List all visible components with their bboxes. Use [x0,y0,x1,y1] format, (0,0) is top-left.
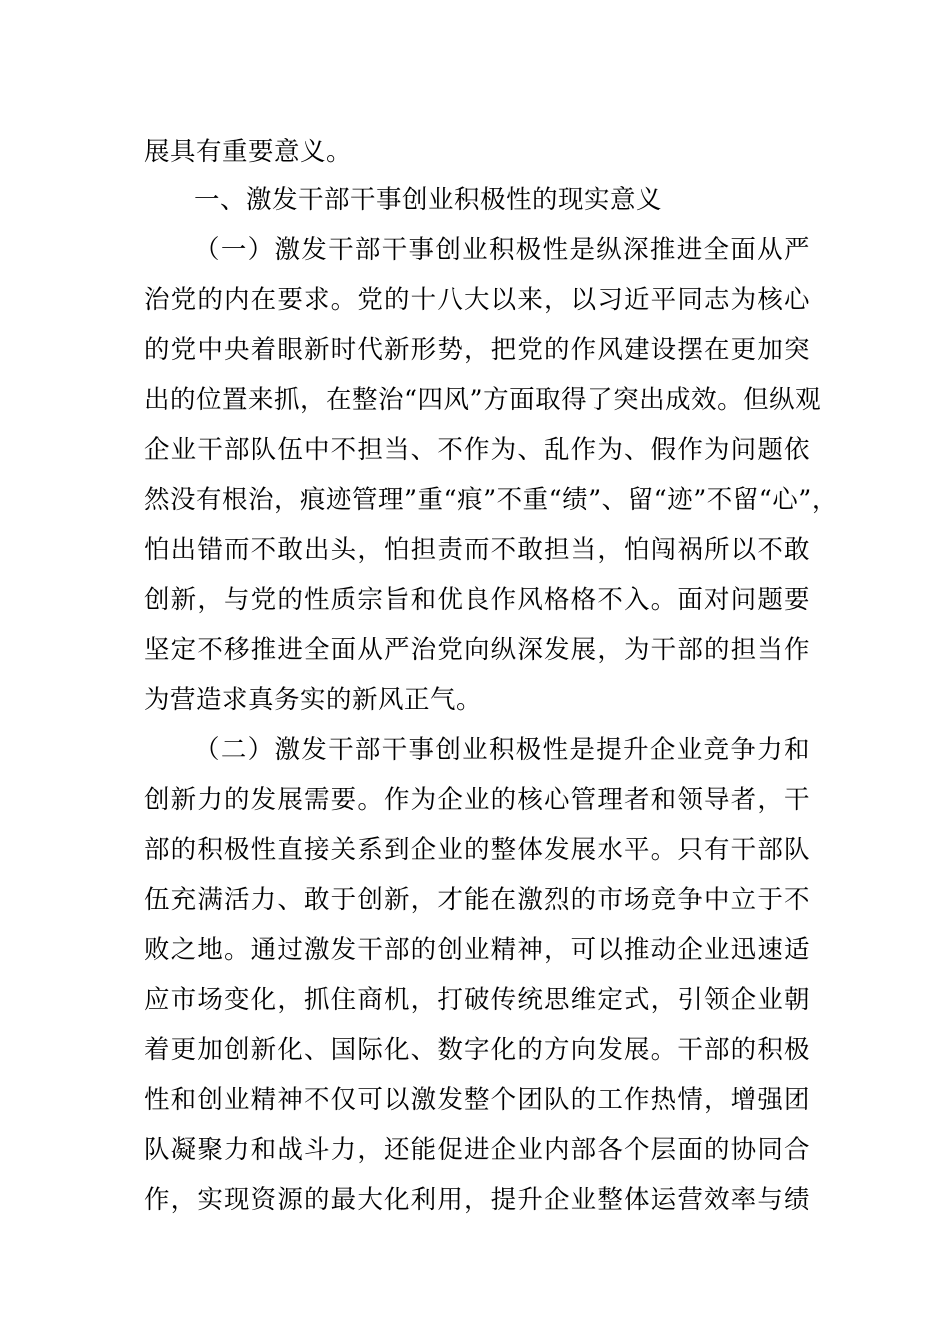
paragraph-line: 坚定不移推进全面从严治党向纵深发展，为干部的担当作 [144,635,810,665]
paragraph-line: 然没有根治，痕迹管理”重“痕”不重“绩”、留“迹”不留“心”， [144,485,838,515]
paragraph-line: 应市场变化，抓住商机，打破传统思维定式，引领企业朝 [144,985,810,1015]
section-heading: 一、激发干部干事创业积极性的现实意义 [194,185,663,215]
paragraph-line: 的党中央着眼新时代新形势，把党的作风建设摆在更加突 [144,335,810,365]
paragraph-line: 败之地。通过激发干部的创业精神，可以推动企业迅速适 [144,935,810,965]
paragraph-line: 队凝聚力和战斗力，还能促进企业内部各个层面的协同合 [144,1135,810,1165]
paragraph-line: 治党的内在要求。党的十八大以来，以习近平同志为核心 [144,285,810,315]
subsection-heading-line: （二）激发干部干事创业积极性是提升企业竞争力和 [194,735,810,765]
paragraph-line: 作，实现资源的最大化利用，提升企业整体运营效率与绩 [144,1185,810,1215]
paragraph-line: 着更加创新化、国际化、数字化的方向发展。干部的积极 [144,1035,810,1065]
paragraph-line: 创新，与党的性质宗旨和优良作风格格不入。面对问题要 [144,585,810,615]
paragraph-line: 创新力的发展需要。作为企业的核心管理者和领导者，干 [144,785,810,815]
paragraph-line: 出的位置来抓，在整治“四风”方面取得了突出成效。但纵观 [144,385,822,415]
paragraph-line: 性和创业精神不仅可以激发整个团队的工作热情，增强团 [144,1085,810,1115]
paragraph-line: 为营造求真务实的新风正气。 [144,685,483,715]
paragraph-line: 部的积极性直接关系到企业的整体发展水平。只有干部队 [144,835,810,865]
paragraph-line: 展具有重要意义。 [144,137,353,167]
paragraph-line: 怕出错而不敢出头，怕担责而不敢担当，怕闯祸所以不敢 [144,535,810,565]
paragraph-line: 企业干部队伍中不担当、不作为、乱作为、假作为问题依 [144,435,810,465]
subsection-heading-line: （一）激发干部干事创业积极性是纵深推进全面从严 [194,235,810,265]
paragraph-line: 伍充满活力、敢于创新，才能在激烈的市场竞争中立于不 [144,885,810,915]
